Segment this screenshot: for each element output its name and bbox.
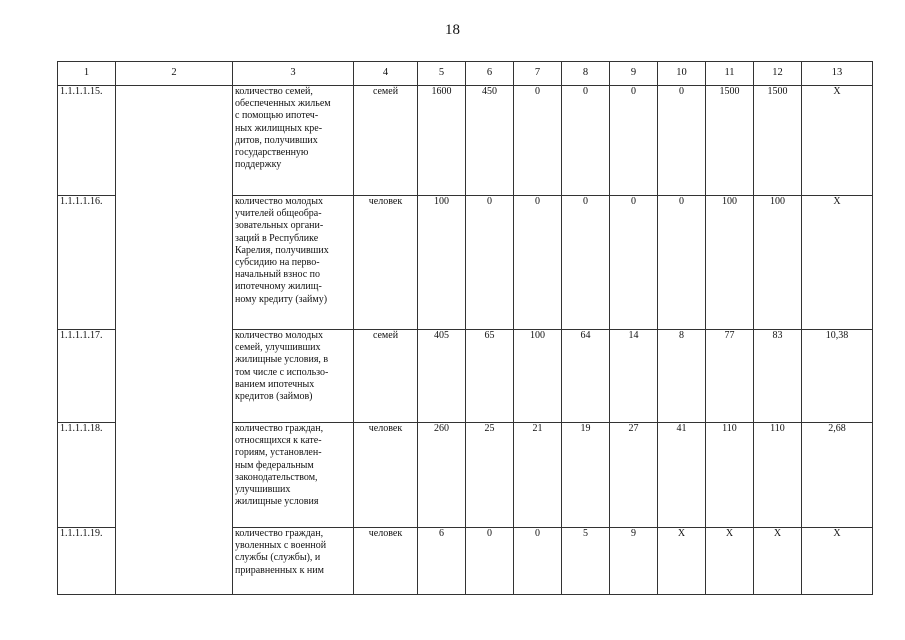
row-unit: семей [354,86,418,196]
row-value: 0 [514,196,562,330]
description-line: поддержку [235,159,282,171]
row-value: 64 [562,330,610,423]
row-value: 1500 [754,86,802,196]
description-line: ным федеральным [235,459,314,471]
row-unit: человек [354,423,418,528]
row-value: 0 [466,528,514,595]
row-value: 0 [514,528,562,595]
description-line: законодательством, [235,471,318,483]
header-cell: 2 [116,62,233,86]
row-description [233,528,354,595]
row-value: 0 [658,196,706,330]
description-line: улучшивших [235,484,291,496]
row-value: 25 [466,423,514,528]
header-cell: 9 [610,62,658,86]
header-cell: 11 [706,62,754,86]
description-line: количество молодых [235,196,323,207]
description-line: дитов, получивших [235,134,318,146]
description-line: жилищные условия [235,496,319,508]
row-value: 77 [706,330,754,423]
table-header [58,62,873,86]
description-line: семей, улучшивших [235,342,321,354]
row-code: 1.1.1.1.19. [58,528,116,595]
row-description [233,86,354,196]
row-value: 65 [466,330,514,423]
row-value: 0 [610,86,658,196]
row-value: 9 [610,528,658,595]
row-value: 27 [610,423,658,528]
row-value: 110 [706,423,754,528]
row-value: 450 [466,86,514,196]
header-cell: 7 [514,62,562,86]
row-code: 1.1.1.1.18. [58,423,116,528]
row-value: 19 [562,423,610,528]
row-value: 100 [514,330,562,423]
description-line: обеспеченных жильем [235,98,331,110]
description-line: количество граждан, [235,528,324,539]
row-value: 1500 [706,86,754,196]
row-value: 21 [514,423,562,528]
row-value: X [802,528,873,595]
row-value: X [754,528,802,595]
row-value: 0 [658,86,706,196]
row-value: 6 [418,528,466,595]
description-line: ванием ипотечных [235,378,315,390]
description-line: количество молодых [235,330,323,341]
row-value: 5 [562,528,610,595]
row-description [233,196,354,330]
merged-empty-cell [116,86,233,595]
row-unit: семей [354,330,418,423]
header-cell: 5 [418,62,466,86]
row-value: X [658,528,706,595]
table-body [58,86,873,595]
description-line: уволенных с военной [235,540,327,552]
row-code: 1.1.1.1.17. [58,330,116,423]
header-cell: 6 [466,62,514,86]
description-line: кредитов (займов) [235,391,313,403]
description-line: службы (службы), и [235,552,321,564]
row-value: 41 [658,423,706,528]
description-line: жилищные условия, в [235,354,329,366]
row-unit: человек [354,196,418,330]
page-number: 18 [445,22,460,38]
description-line: количество семей, [235,86,313,97]
row-value: 1600 [418,86,466,196]
description-line: учителей общеобра- [235,208,322,220]
row-value: 100 [706,196,754,330]
header-cell: 3 [233,62,354,86]
row-value: 100 [754,196,802,330]
description-line: заций в Республике [235,232,319,244]
description-line: государственную [235,147,309,159]
description-line: приравненных к ним [235,564,324,576]
row-description [233,330,354,423]
row-code: 1.1.1.1.16. [58,196,116,330]
header-cell: 13 [802,62,873,86]
header-cell: 1 [58,62,116,86]
description-line: количество граждан, [235,423,324,434]
description-line: ному кредиту (займу) [235,293,328,305]
row-unit: человек [354,528,418,595]
row-value: 0 [610,196,658,330]
row-value: 100 [418,196,466,330]
description-line: начальный взнос по [235,269,320,281]
row-value: 2,68 [802,423,873,528]
row-code: 1.1.1.1.15. [58,86,116,196]
table-row [58,86,873,196]
row-value: 0 [514,86,562,196]
description-line: зовательных органи- [235,220,324,232]
header-cell: 12 [754,62,802,86]
description-line: гориям, установлен- [235,447,322,459]
header-row [58,62,873,86]
description-line: Карелия, получивших [235,244,329,256]
row-value: 83 [754,330,802,423]
header-cell: 4 [354,62,418,86]
row-value: 8 [658,330,706,423]
header-cell: 8 [562,62,610,86]
indicators-table [57,61,873,595]
description-line: ипотечному жилищ- [235,281,322,293]
row-value: 0 [562,196,610,330]
description-line: с помощью ипотеч- [235,110,319,122]
row-description [233,423,354,528]
row-value: 0 [562,86,610,196]
description-line: ных жилищных кре- [235,122,323,134]
description-line: субсидию на перво- [235,257,320,269]
row-value: X [706,528,754,595]
row-value: 10,38 [802,330,873,423]
row-value: 110 [754,423,802,528]
row-value: 260 [418,423,466,528]
row-value: X [802,196,873,330]
row-value: 14 [610,330,658,423]
row-value: 405 [418,330,466,423]
header-cell: 10 [658,62,706,86]
row-value: X [802,86,873,196]
description-line: относящихся к кате- [235,435,322,447]
description-line: том числе с использо- [235,366,329,378]
row-value: 0 [466,196,514,330]
